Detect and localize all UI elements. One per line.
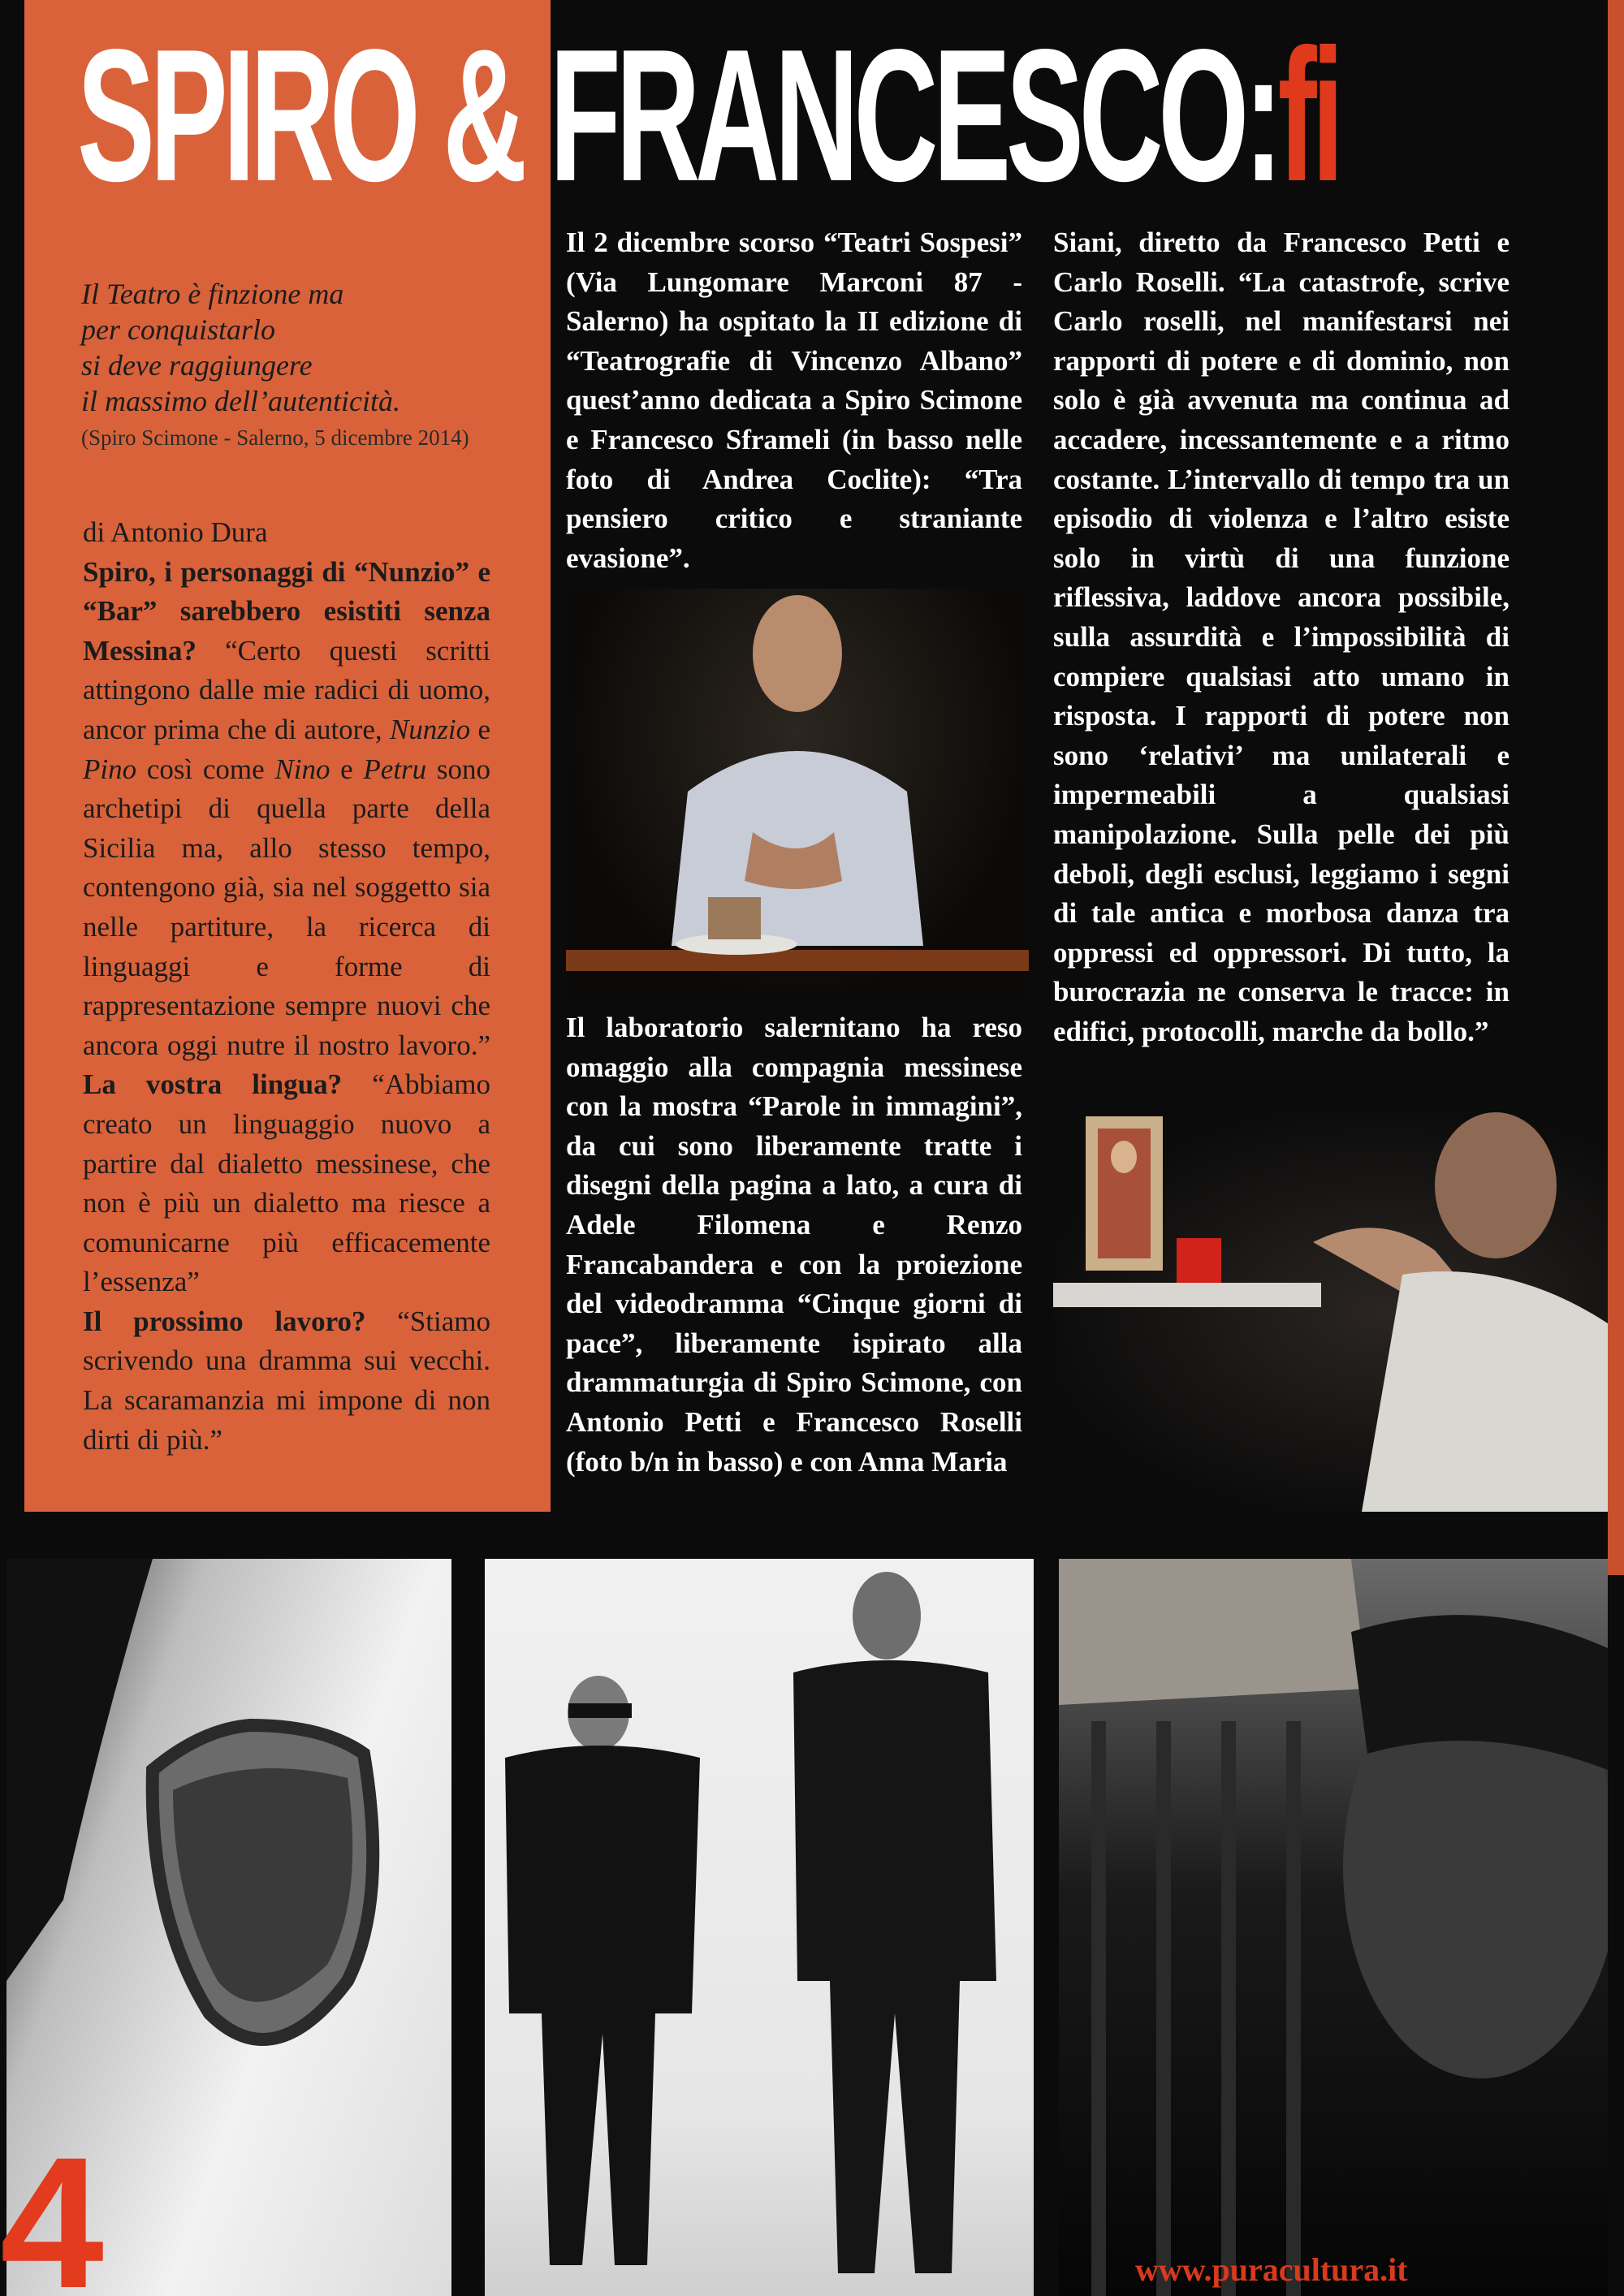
answer-3: “Stiamo scrivendo una dramma sui vecchi. La scaramanzia mi impone di non dirti di più.” bbox=[83, 1305, 491, 1456]
answer-1-cont: così come bbox=[146, 753, 265, 785]
article-middle-top: Il 2 dicembre scorso “Teatri Sospesi” (Via Lungomare Marconi 87 - Salerno) ha ospitato la II edizione di “Teatrografie di Vincenzo Albano” quest’anno dedicata a Spiro Scimone e Francesco Sframeli (in basso nelle foto di Andrea Coclite): “Tra pensiero critico e straniante evasione”. bbox=[566, 227, 1022, 574]
byline: di Antonio Dura bbox=[83, 516, 268, 548]
epigraph-line: Il Teatro è finzione ma bbox=[81, 278, 344, 310]
two-men-illustration bbox=[485, 1559, 1034, 2296]
website-link[interactable]: www.puracultura.it bbox=[1135, 2251, 1408, 2288]
answer-1-cont: sono archetipi di quella parte della Sicilia ma, allo stesso tempo, contengono già, sia nel soggetto sia nelle partiture, la ricerca di linguaggi e forme di rappresentazione sempre nuovi che ancora oggi nutre il nostro lavoro.” bbox=[83, 753, 491, 1061]
headline bbox=[77, 11, 1340, 221]
headline-cut-off: fi bbox=[1277, 11, 1340, 221]
epigraph-line: si deve raggiungere bbox=[81, 349, 313, 382]
article-right-column: Siani, diretto da Francesco Petti e Carlo Roselli. “La catastrofe, scrive Carlo roselli, nel manifestarsi nei rapporti di potere e di dominio, non solo è già avvenuta ma continua ad accadere, incessantemente e a ritmo costante. L’intervallo di tempo tra un episodio di violenza e l’altro esiste solo in virtù di una funzione riflessiva, laddove ancora possibile, sulla assurdità e l’impossibilità di compiere qualsiasi atto umano in risposta. I rapporti di potere non sono ‘relativi’ ma unilaterali e impermeabili a qualsiasi manipolazione. Sulla pelle dei più deboli, degli esclusi, leggiamo i segni di tale antica e morbosa danza tra oppressi ed oppressori. Di tutto, la burocrazia ne conserva le tracce: in edifici, protocolli, marche da bollo.” bbox=[1053, 227, 1510, 1047]
altar-scene-illustration bbox=[1053, 1112, 1608, 1512]
answer-2: “Abbiamo creato un linguaggio nuovo a partire dal dialetto messinese, che non è più un dialetto ma riesce a comunicarne più efficacemente l’essenza” bbox=[83, 1068, 490, 1298]
article-middle-bottom: Il laboratorio salernitano ha reso omaggio alla compagnia messinese con la mostra “Parole in immagini”, da cui sono liberamente tratte i disegni della pagina a lato, a cura di Adele Filomena e Renzo Francabandera e con la proiezione del videodramma “Cinque giorni di pace”, liberamente ispirato alla drammaturgia di Spiro Scimone, con Antonio Petti e Francesco Roselli (foto b/n in basso) e con Anna Maria bbox=[566, 1012, 1022, 1478]
interview-column bbox=[83, 513, 490, 1460]
question-2: La vostra lingua? bbox=[83, 1068, 343, 1101]
epigraph-citation: (Spiro Scimone - Salerno, 5 dicembre 2014) bbox=[81, 425, 469, 450]
character-name: Nino bbox=[274, 753, 330, 785]
question-1: Spiro, i personaggi di “Nunzio” e “Bar” sarebbero esistiti senza Messina? bbox=[83, 555, 490, 667]
conjunction: e bbox=[477, 713, 491, 745]
photo-man-with-icon bbox=[1053, 1112, 1608, 1512]
photo-fence-portrait bbox=[1059, 1559, 1608, 2296]
photo-man-at-table bbox=[566, 589, 1029, 999]
epigraph-line: per conquistarlo bbox=[81, 313, 275, 346]
conjunction: e bbox=[340, 753, 353, 785]
answer-1: “Certo questi scritti attingono dalle mie radici di uomo, ancor prima che di autore, bbox=[83, 634, 491, 745]
character-name: Petru bbox=[363, 753, 427, 785]
man-at-table-illustration bbox=[566, 589, 1029, 999]
headline-main: SPIRO & FRANCESCO: bbox=[77, 11, 1278, 221]
page-number: 4 bbox=[0, 2150, 104, 2296]
epigraph-quote bbox=[81, 276, 536, 451]
character-name: Pino bbox=[83, 753, 137, 785]
epigraph-line: il massimo dell’autenticità. bbox=[81, 385, 400, 417]
interview-body bbox=[83, 553, 490, 1302]
character-name: Nunzio bbox=[389, 713, 471, 745]
interview-body-last bbox=[83, 1302, 490, 1460]
fence-portrait-illustration bbox=[1059, 1559, 1608, 2296]
page-edge-strip bbox=[1608, 0, 1624, 1575]
photo-two-men bbox=[485, 1559, 1034, 2296]
question-3: Il prossimo lavoro? bbox=[83, 1305, 366, 1337]
